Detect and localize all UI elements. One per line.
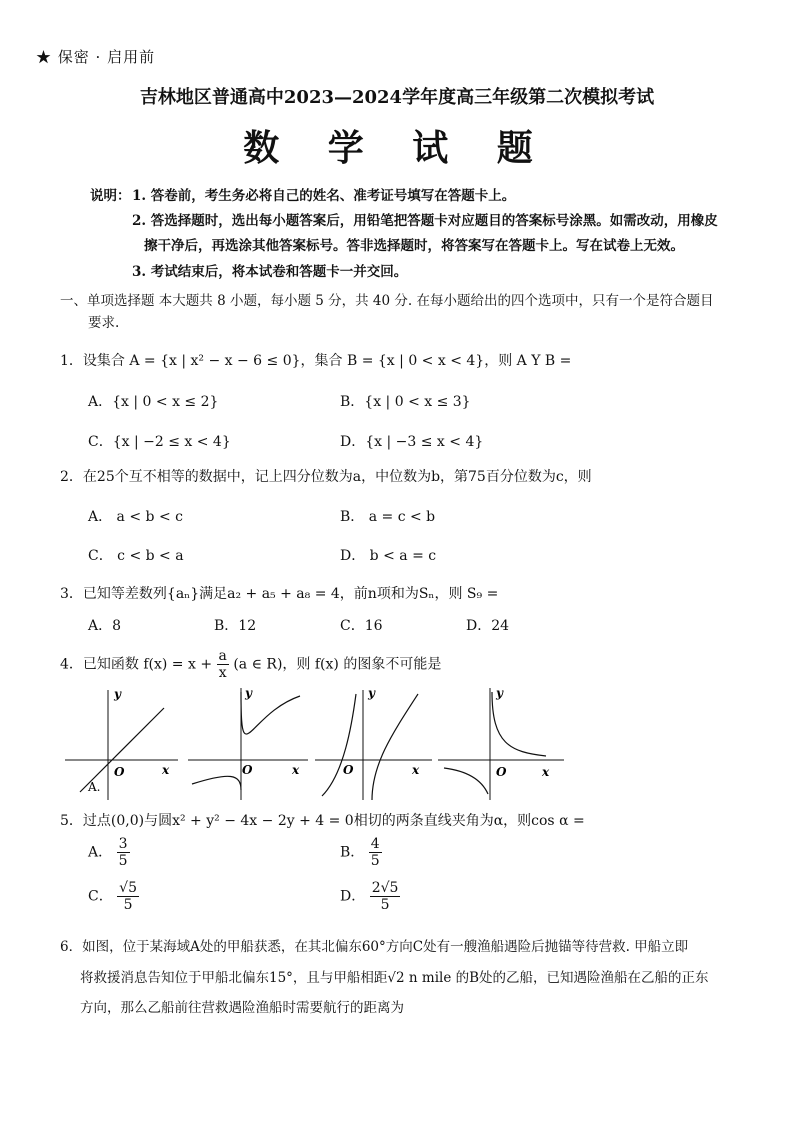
question-6-line-1: 6．如图，位于某海域A处的甲船获悉，在其北偏东60°方向C处有一艘渔船遇险后抛锚等待营救. 甲船立即	[60, 939, 689, 955]
q1-option-a: A．{x | 0 < x ≤ 2}	[88, 394, 219, 410]
question-1-stem: 1．设集合 A = {x | x² − x − 6 ≤ 0}，集合 B = {x | 0 < x < 4}，则 A Y B =	[60, 353, 572, 369]
question-6-line-2: 将救援消息告知位于甲船北偏东15°，且与甲船相距√2 n mile 的B处的乙船，已知遇险渔船在乙船的正东	[80, 970, 709, 986]
graph-d-y-label: y	[496, 686, 503, 700]
q5-option-b-fraction: $\frac{4}{5}$	[370, 836, 380, 870]
q2-option-a: A． a < b < c	[88, 509, 183, 525]
q5-option-a-fraction: $\frac{3}{5}$	[118, 836, 128, 870]
q5-option-c-fraction: $\frac{√5}{5}$	[119, 880, 137, 914]
note-item-2-cont: 擦干净后，再选涂其他答案标号。答非选择题时，将答案写在答题卡上。写在试卷上无效。	[144, 238, 684, 254]
q1-option-d: D．{x | −3 ≤ x < 4}	[340, 434, 484, 450]
graph-d-x-label: x	[542, 765, 550, 779]
notes-label: 说明：	[90, 188, 131, 204]
q5-option-b: B． $\frac{4}{5}$	[340, 836, 380, 870]
section-heading: 一、单项选择题 本大题共 8 小题，每小题 5 分，共 40 分. 在每小题给出的四个选项中，只有一个是符合题目	[60, 293, 714, 309]
graph-b-y-label: y	[245, 686, 252, 700]
note-item-1: 1. 答卷前，考生务必将自己的姓名、准考证号填写在答题卡上。	[132, 188, 516, 204]
q3-option-c: C．16	[340, 618, 383, 634]
exam-subtitle: 吉林地区普通高中2023—2024学年度高三年级第二次模拟考试	[139, 87, 655, 108]
note-item-2: 2. 答选择题时，选出每小题答案后，用铅笔把答题卡对应题目的答案标号涂黑。如需改动，用橡皮	[132, 213, 718, 229]
q4-graph-d	[438, 686, 564, 800]
q4-graph-c	[315, 686, 432, 800]
section-heading-cont: 要求.	[88, 315, 120, 331]
graph-d-origin: O	[496, 765, 507, 779]
graph-a-y-label: y	[114, 687, 121, 701]
graph-b-x-label: x	[292, 763, 300, 777]
confidential-mark: ★ 保密 · 启用前	[36, 48, 156, 66]
graph-a-x-label: x	[162, 763, 170, 777]
question-4-stem	[60, 648, 441, 681]
q2-option-c: C． c < b < a	[88, 548, 184, 564]
exam-title: 数 学 试 题	[243, 127, 551, 169]
q2-option-b: B． a = c < b	[340, 509, 436, 525]
q4-graph-a	[65, 687, 178, 800]
q4-fraction: $\frac{a}{x}$	[218, 648, 227, 682]
q3-option-b: B．12	[214, 618, 257, 634]
note-item-3: 3. 考试结束后，将本试卷和答题卡一并交回。	[132, 264, 408, 280]
q5-option-d: D． $\frac{2√5}{5}$	[340, 880, 399, 914]
q5-option-d-fraction: $\frac{2√5}{5}$	[371, 880, 399, 914]
graph-c-y-label: y	[368, 686, 375, 700]
q5-option-a: A． $\frac{3}{5}$	[88, 836, 128, 870]
graph-c-origin: O	[343, 763, 354, 777]
q1-option-c: C．{x | −2 ≤ x < 4}	[88, 434, 231, 450]
q4-graphs	[60, 684, 580, 806]
q5-option-c: C． $\frac{√5}{5}$	[88, 880, 137, 914]
graph-b-origin: O	[242, 763, 253, 777]
graph-c-x-label: x	[412, 763, 420, 777]
question-6-line-3: 方向，那么乙船前往营救遇险渔船时需要航行的距离为	[80, 1000, 404, 1016]
q2-option-d: D． b < a = c	[340, 548, 437, 564]
question-5-stem: 5．过点(0,0)与圆x² + y² − 4x − 2y + 4 = 0相切的两条直线夹角为α，则cos α =	[60, 813, 585, 829]
q4-graph-b	[188, 686, 308, 800]
graph-a-origin: O	[114, 765, 125, 779]
q3-option-a: A．8	[88, 618, 122, 634]
question-3-stem: 3．已知等差数列{aₙ}满足a₂ + a₅ + a₈ = 4，前n项和为Sₙ，则 S₉ =	[60, 586, 499, 602]
q4-stem-part-2: (a ∈ R)，则 f(x) 的图象不可能是	[233, 656, 442, 673]
graph-a-option-label: A.	[88, 780, 101, 794]
q1-option-b: B．{x | 0 < x ≤ 3}	[340, 394, 471, 410]
question-2-stem: 2．在25个互不相等的数据中，记上四分位数为a，中位数为b，第75百分位数为c，则	[60, 469, 592, 485]
q3-option-d: D．24	[466, 618, 510, 634]
q4-stem-part-1: 4．已知函数 f(x) = x +	[60, 656, 213, 673]
